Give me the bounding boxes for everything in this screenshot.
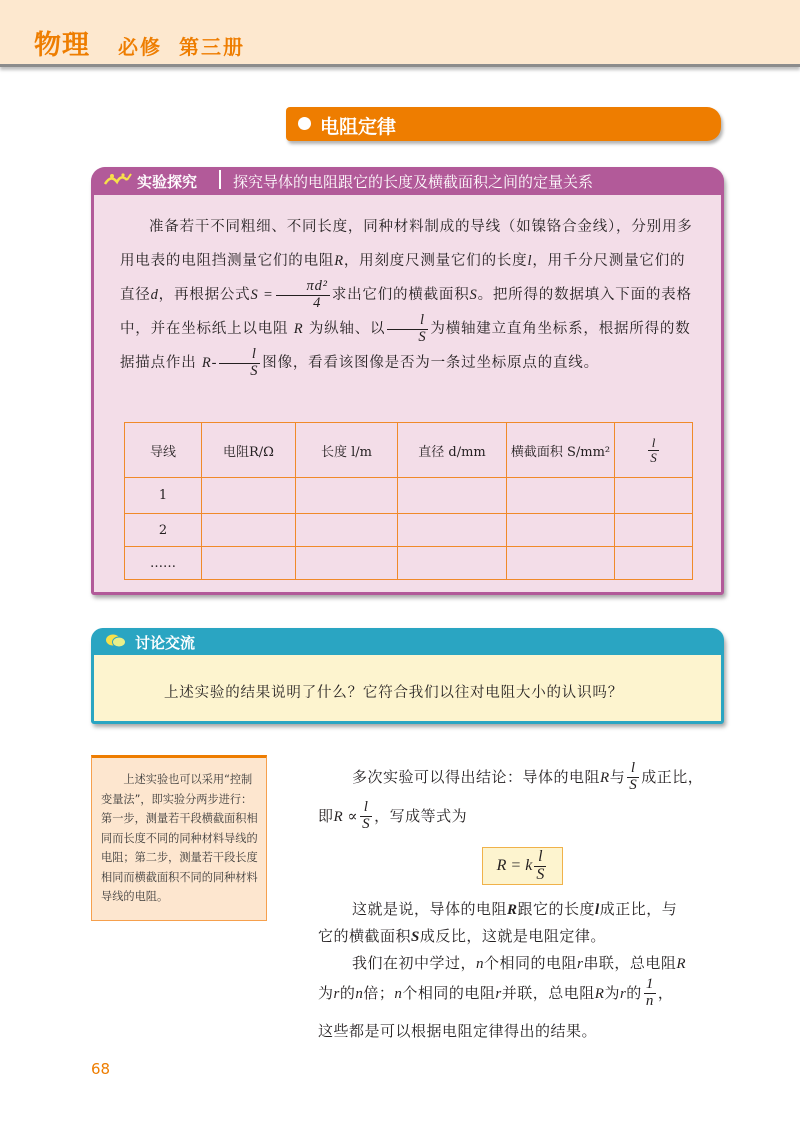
table-header: 导线 (125, 423, 202, 478)
table-cell[interactable] (615, 547, 693, 580)
table-cell: …… (125, 547, 202, 580)
body-line: 即R ∝ $\frac{l}{S}$ ，写成等式为 (318, 799, 468, 832)
table-header: 直径 d/mm (398, 423, 507, 478)
body-line: 为r的n倍；n个相同的电阻r并联，总电阻R为r的 $\frac{1}{n}$ ， (318, 976, 674, 1009)
table-header-row (125, 423, 693, 478)
table-row (125, 514, 693, 547)
side-note (91, 755, 267, 921)
table-header: 电阻R/Ω (202, 423, 296, 478)
l-over-s-fraction: $\frac{l}{S}$ (629, 760, 638, 793)
header-divider (219, 170, 221, 189)
flask-sparkle-icon (103, 170, 133, 194)
one-over-n-fraction: $\frac{1}{n}$ (645, 976, 654, 1009)
table-cell[interactable] (398, 478, 507, 514)
body-line: 多次实验可以得出结论：导体的电阻R与 $\frac{l}{S}$ 成正比， (352, 760, 704, 793)
formula-lhs: S = (250, 287, 274, 303)
table-cell[interactable] (398, 514, 507, 547)
table-cell: 2 (125, 514, 202, 547)
table-cell[interactable] (507, 547, 615, 580)
experiment-text (120, 210, 695, 380)
resistance-law-formula: R = k $\frac{l}{S}$ (482, 847, 563, 885)
bullet-icon (298, 117, 311, 130)
page-number: 68 (91, 1060, 111, 1078)
experiment-header (91, 167, 724, 195)
discussion-header (91, 628, 724, 655)
table-cell[interactable] (296, 514, 398, 547)
discussion-box (91, 628, 724, 724)
table-cell: 1 (125, 478, 202, 514)
section-title: 电阻定律 (320, 116, 397, 138)
side-note-text: 上述实验也可以采用“控制变量法”，即实验分两步进行：第一步，测量若干段横截面积相同而长度不同的同种材料导线的电阻；第二步，测量若干段长度相同而横截面积不同的同种材料导线的电阻。 (101, 773, 258, 903)
table-header: $\frac{l}{S}$ (615, 423, 693, 478)
table-cell[interactable] (202, 547, 296, 580)
table-header: 长度 l/m (296, 423, 398, 478)
formula-fraction: $\frac{\text{πd²}}{4}$ (276, 279, 330, 310)
page-header (0, 0, 800, 67)
experiment-topic: 探究导体的电阻跟它的长度及横截面积之间的定量关系 (233, 173, 594, 191)
table-row (125, 547, 693, 580)
experiment-label: 实验探究 (137, 173, 198, 191)
header-subject: 物理 (34, 30, 90, 61)
data-table (124, 422, 693, 580)
body-line: 它的横截面积S成反比，这就是电阻定律。 (318, 927, 606, 945)
table-row (125, 478, 693, 514)
body-line: 这些都是可以根据电阻定律得出的结果。 (318, 1022, 598, 1040)
l-over-s-fraction: $\frac{l}{S}$ (362, 799, 371, 832)
table-cell[interactable] (296, 478, 398, 514)
header-book-title: 必修 第三册 (118, 35, 245, 59)
l-over-s-fraction: $\frac{l}{S}$ (219, 347, 260, 378)
table-cell[interactable] (507, 514, 615, 547)
discussion-question: 上述实验的结果说明了什么？它符合我们以往对电阻大小的认识吗？ (164, 685, 623, 701)
experiment-box (91, 167, 724, 595)
l-over-s-fraction: $\frac{l}{S}$ (387, 313, 428, 344)
table-cell[interactable] (398, 547, 507, 580)
table-cell[interactable] (296, 547, 398, 580)
table-cell[interactable] (615, 478, 693, 514)
discussion-label: 讨论交流 (135, 634, 196, 652)
table-cell[interactable] (615, 514, 693, 547)
experiment-paragraph: 准备若干不同粗细、不同长度，同种材料制成的导线（如镍铬合金线），分别用多用电表的电阻挡测量它们的电阻R，用刻度尺测量它们的长度l，用千分尺测量它们的直径d，再根据公式S = $\frac{\text{πd²}}{4}$ 求出它们的横截面积S。把所得的数据填入下面的表格中，并在坐标纸上以电阻 R 为纵轴、以 $\frac{l}{S}$ 为横轴建立直角坐标系，根据所得的数据描点作出 R- $\frac{l}{S}$ 图像，看看该图像是否为一条过坐标原点的直线。 (120, 219, 693, 379)
table-header: 横截面积 S/mm² (507, 423, 615, 478)
chat-bubbles-icon (105, 632, 127, 654)
table-cell[interactable] (202, 478, 296, 514)
table-cell[interactable] (507, 478, 615, 514)
table-cell[interactable] (202, 514, 296, 547)
body-line: 我们在初中学过，n个相同的电阻r串联，总电阻R (352, 954, 687, 972)
body-line: 这就是说，导体的电阻R跟它的长度l成正比，与 (352, 900, 678, 918)
section-title-bar (286, 107, 721, 141)
